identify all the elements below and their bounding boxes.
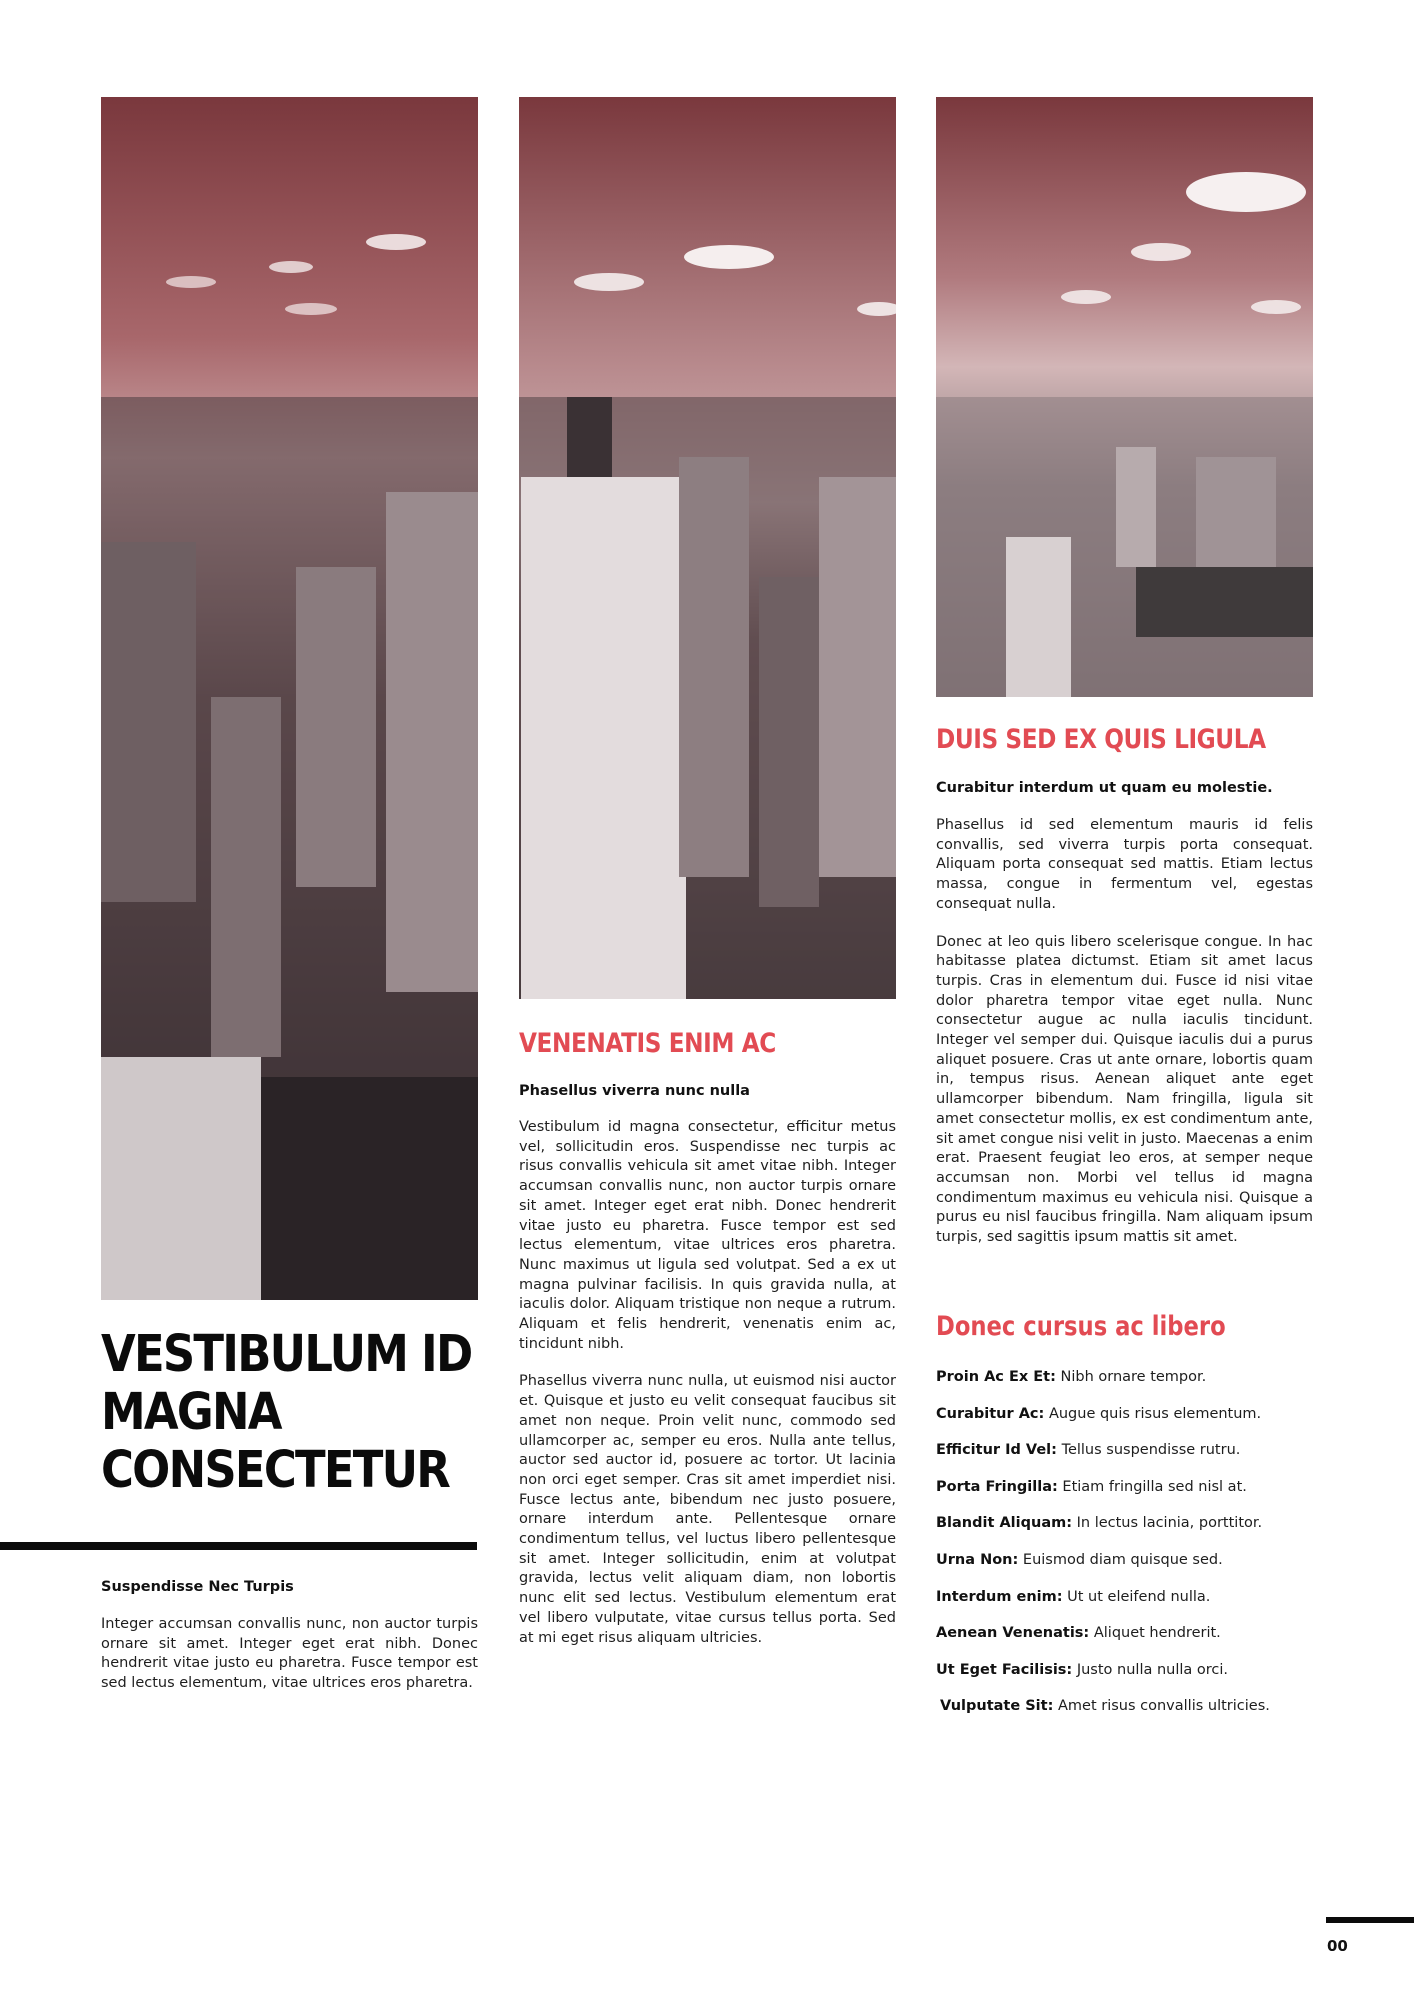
spec-item	[936, 1513, 1313, 1550]
middle-column-text	[519, 1028, 896, 1666]
spec-label: Interdum enim:	[936, 1588, 1063, 1605]
spec-label: Porta Fringilla:	[936, 1478, 1058, 1495]
right-subheading: Curabitur interdum ut quam eu molestie.	[936, 780, 1273, 796]
spec-item	[936, 1660, 1313, 1697]
middle-subheading: Phasellus viverra nunc nulla	[519, 1083, 750, 1099]
title-divider	[0, 1542, 477, 1550]
spec-label: Efficitur Id Vel:	[936, 1442, 1057, 1459]
right-heading: DUIS SED EX QUIS LIGULA	[936, 724, 1266, 755]
middle-paragraph-1: Vestibulum id magna consectetur, efficitur metus vel, sollicitudin eros. Suspendisse nec turpis ac risus convallis vehicula sit amet vitae nibh. Integer accumsan convallis nunc, non auctor turpis ornare sit amet. Integer eget erat nibh. Donec hendrerit vitae justo eu pharetra. Fusce tempor est sed lectus elementum, vitae ultrices eros pharetra. Nunc maximus ut ligula sed volutpat. Sed a ex ut magna pulvinar facilisis. In quis gravida nulla, at iaculis dolor. Aliquam tristique non neque a rutrum. Aliquam et felis hendrerit, venenatis enim ac, tincidunt nibh.	[519, 1119, 896, 1352]
spec-value: Amet risus convallis ultricies.	[1057, 1698, 1270, 1715]
spec-item	[936, 1367, 1313, 1404]
spec-label: Blandit Aliquam:	[936, 1515, 1073, 1532]
spec-value: Euismod diam quisque sed.	[1022, 1551, 1223, 1568]
spec-value: Tellus suspendisse rutru.	[1061, 1442, 1241, 1459]
page-number-rule	[1326, 1917, 1414, 1923]
spec-value: Justo nulla nulla orci.	[1076, 1661, 1229, 1678]
page-title: VESTIBULUM ID MAGNA CONSECTETUR	[101, 1325, 472, 1500]
spec-value: Nibh ornare tempor.	[1060, 1369, 1207, 1385]
spec-heading: Donec cursus ac libero	[936, 1311, 1226, 1342]
spec-item	[936, 1404, 1313, 1441]
spec-label: Aenean Venenatis:	[936, 1625, 1090, 1642]
spec-item	[936, 1440, 1313, 1477]
spec-item	[936, 1587, 1313, 1624]
page-number: 00	[1327, 1937, 1348, 1955]
spec-list	[936, 1367, 1313, 1733]
spec-value: Augue quis risus elementum.	[1048, 1405, 1262, 1422]
city-photo-middle	[519, 97, 896, 999]
title-block	[101, 1326, 531, 1500]
spec-item	[936, 1623, 1313, 1660]
middle-heading: VENENATIS ENIM AC	[519, 1028, 776, 1059]
spec-item	[936, 1696, 1313, 1733]
spec-label: Curabitur Ac:	[936, 1405, 1045, 1422]
spec-value: Ut ut eleifend nulla.	[1067, 1588, 1211, 1605]
left-paragraph: Integer accumsan convallis nunc, non auctor turpis ornare sit amet. Integer eget erat nibh. Donec hendrerit vitae justo eu pharetra. Fusce tempor est sed lectus elementum, vitae ultrices eros pharetra.	[101, 1616, 478, 1692]
spec-value: Etiam fringilla sed nisl at.	[1062, 1478, 1247, 1495]
spec-label: Vulputate Sit:	[940, 1698, 1054, 1715]
spec-value: Aliquet hendrerit.	[1093, 1625, 1221, 1642]
city-photo-left	[101, 97, 478, 1300]
right-paragraph-1: Phasellus id sed elementum mauris id felis convallis, sed viverra turpis porta consequat. Aliquam porta consequat sed mattis. Etiam lectus massa, congue in fermentum vel, egestas consequat nulla.	[936, 817, 1313, 912]
spec-item	[936, 1550, 1313, 1587]
right-column-text	[936, 724, 1313, 1266]
middle-paragraph-2: Phasellus viverra nunc nulla, ut euismod nisi auctor et. Quisque et justo eu velit consequat faucibus sit amet non neque. Proin velit nunc, commodo sed ullamcorper ac, semper eu eros. Nulla ante tellus, auctor sed auctor id, posuere ac tortor. Ut lacinia non orci eget semper. Cras sit amet imperdiet nisi. Fusce lectus ante, bibendum nec justo posuere, ornare interdum ante. Pellentesque ornare condimentum tellus, vel luctus libero pellentesque sit amet. Integer sollicitudin, enim at volutpat gravida, lectus velit aliquam diam, non lobortis nunc elit sed lectus. Vestibulum elementum erat vel libero vulputate, vitae cursus tellus porta. Sed at mi eget risus aliquam ultricies.	[519, 1373, 896, 1646]
left-subheading: Suspendisse Nec Turpis	[101, 1579, 294, 1595]
spec-label: Ut Eget Facilisis:	[936, 1661, 1073, 1678]
city-photo-right	[936, 97, 1313, 697]
left-column-text	[101, 1577, 478, 1712]
right-paragraph-2: Donec at leo quis libero scelerisque congue. In hac habitasse platea dictumst. Etiam sit amet lacus turpis. Cras in elementum dui. Fusce id nisi vitae dolor pharetra tempor vitae eget nulla. Nunc consectetur augue ac nulla iaculis tincidunt. Integer vel semper dui. Quisque iaculis dui a purus aliquet posuere. Cras ut ante ornare, lobortis quam in, tempus risus. Aenean aliquet ante eget ullamcorper bibendum. Nam fringilla, ligula sit amet consectetur mollis, ex est condimentum ante, sit amet congue nisi velit in justo. Maecenas a enim erat. Praesent feugiat leo eros, at semper neque accumsan non. Morbi vel tellus id magna condimentum maximus eu vehicula nisi. Quisque a purus eu nisl faucibus fringilla. Nam aliquam ipsum turpis, sed sagittis ipsum mattis sit amet.	[936, 933, 1313, 1246]
spec-item	[936, 1477, 1313, 1514]
spec-label: Urna Non:	[936, 1551, 1019, 1568]
spec-value: In lectus lacinia, porttitor.	[1076, 1515, 1263, 1532]
spec-section	[936, 1311, 1313, 1733]
spec-label: Proin Ac Ex Et:	[936, 1369, 1056, 1385]
